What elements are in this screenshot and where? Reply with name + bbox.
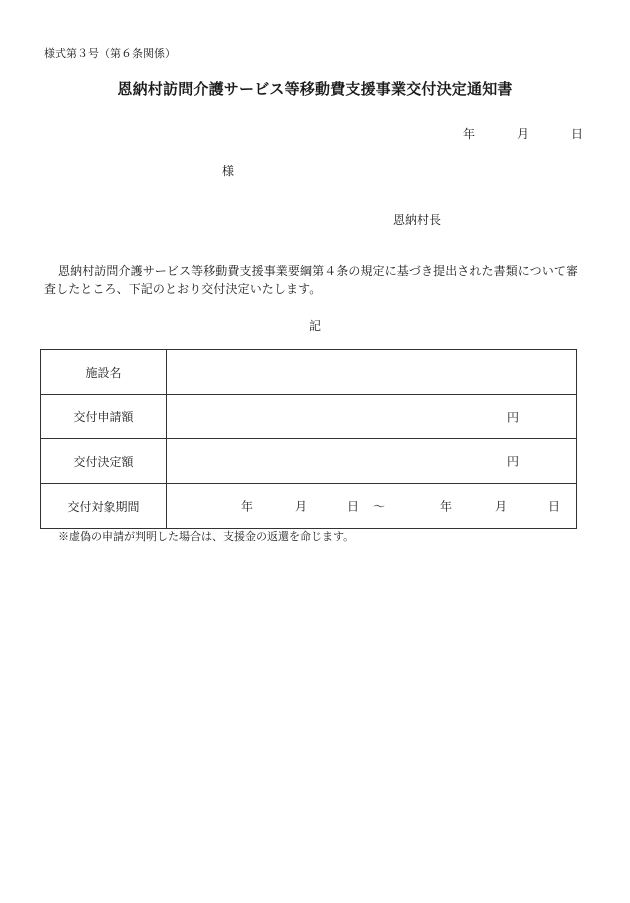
application-amount-unit: 円 — [507, 410, 520, 424]
date-month-label: 月 — [517, 127, 530, 141]
addressee-suffix: 様 — [222, 164, 235, 178]
decision-amount-unit: 円 — [507, 454, 520, 469]
document-title: 恩納村訪問介護サービス等移動費支援事業交付決定通知書 — [117, 80, 513, 98]
period-end-year: 年 — [440, 499, 453, 514]
facility-row — [41, 350, 577, 395]
decision-amount-row — [41, 439, 577, 484]
facility-label: 施設名 — [41, 350, 167, 395]
period-label: 交付対象期間 — [41, 484, 167, 529]
application-amount-label: 交付申請額 — [41, 395, 167, 439]
issuer-name: 恩納村長 — [393, 213, 442, 227]
period-field[interactable] — [167, 484, 577, 529]
period-end-month: 月 — [495, 499, 508, 514]
decision-amount-field[interactable] — [167, 439, 577, 484]
period-start-year: 年 — [241, 499, 254, 514]
date-day-label: 日 — [571, 127, 584, 141]
body-text: 恩納村訪問介護サービス等移動費支援事業要綱第４条の規定に基づき提出された書類について審査したところ、下記のとおり交付決定いたします。 — [44, 264, 579, 296]
decision-amount-label: 交付決定額 — [41, 439, 167, 484]
form-number: 様式第３号（第６条関係） — [44, 47, 176, 60]
ki-label: 記 — [308, 319, 321, 333]
period-row — [41, 484, 577, 529]
period-separator: ～ — [373, 499, 386, 514]
period-start-day: 日 — [347, 499, 360, 514]
date-year-label: 年 — [463, 127, 476, 141]
detail-table — [40, 349, 577, 529]
application-amount-field[interactable] — [167, 395, 577, 439]
period-start-month: 月 — [295, 499, 308, 514]
period-end-day: 日 — [548, 499, 561, 514]
warning-note: ※虚偽の申請が判明した場合は、支援金の返還を命じます。 — [58, 530, 355, 543]
facility-field[interactable] — [167, 350, 577, 395]
application-amount-row — [41, 395, 577, 439]
